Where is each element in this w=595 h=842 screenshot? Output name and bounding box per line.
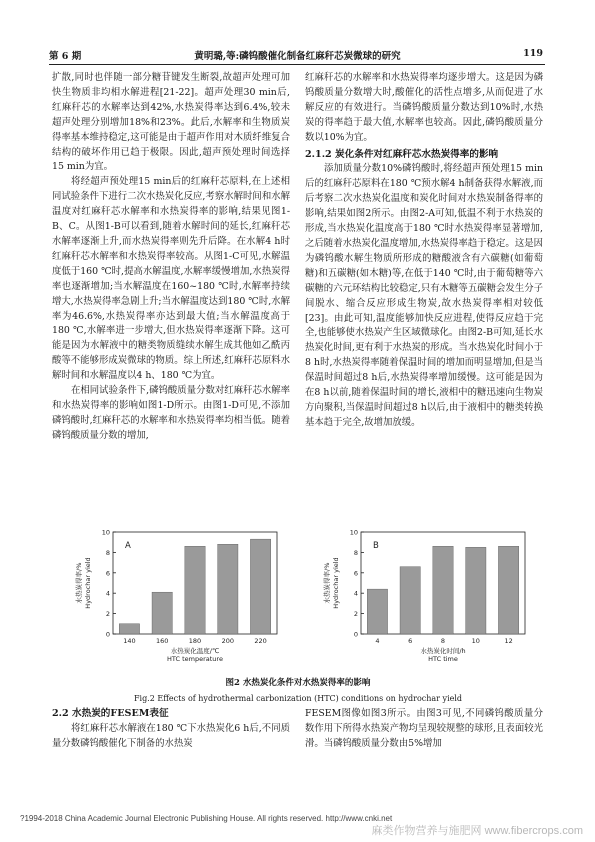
bar — [218, 544, 238, 634]
header-rule — [49, 64, 545, 65]
x-axis-label: 水热炭化时间/h — [420, 647, 466, 655]
paragraph: 将红麻秆芯水解液在180 ℃下水热炭化6 h后,不同质量分数磷钨酸催化下制备的水热炭 — [52, 722, 290, 749]
y-axis-label-en: Hydrochar yield — [84, 557, 92, 609]
issue-number: 第 6 期 — [49, 51, 82, 62]
x-tick-label: 220 — [254, 637, 267, 645]
y-tick-label: 4 — [105, 589, 110, 598]
figure-2b-chart — [303, 526, 533, 671]
site-watermark: 麻类作物营养与施肥网 www.fibercrops.com — [371, 825, 583, 837]
bar — [152, 592, 172, 634]
bottom-right — [305, 707, 543, 752]
y-axis-label: 水热炭得率/% — [75, 562, 83, 604]
y-axis-label: 水热炭得率/% — [323, 562, 331, 604]
bar — [119, 624, 139, 634]
x-tick-label: 8 — [440, 637, 446, 645]
y-tick-label: 2 — [353, 610, 358, 619]
bar — [433, 546, 453, 634]
x-axis-label-en: HTC temperature — [167, 655, 223, 663]
panel-label: B — [373, 541, 379, 551]
panel-label: A — [125, 541, 131, 551]
y-axis-label-en: Hydrochar yield — [332, 557, 340, 609]
x-tick-label: 12 — [504, 637, 513, 645]
x-tick-label: 200 — [221, 637, 235, 645]
paragraph: 扩散,同时也伴随一部分糖苷键发生断裂,故超声处理可加快生物质非均相水解进程[21-22]。超声处理30 min后,红麻秆芯的水解率达到42%,水热炭得率达到6.4%,较未超声处理分别增加18%和23%。此后,水解率和生物质炭得率基本维持稳定,这可能是由于超声作用对木质纤维复合结构的破坏作用已趋于极限。因此,超声预处理时间选择15 min为宜。 — [52, 72, 290, 173]
bar — [498, 546, 518, 634]
figure-caption-cn: 图2 水热炭化条件对水热炭得率的影响 — [225, 678, 371, 688]
x-tick-label: 4 — [375, 637, 380, 645]
x-tick-label: 10 — [471, 637, 480, 645]
x-tick-label: 160 — [155, 637, 169, 645]
x-axis-label-en: HTC time — [428, 655, 458, 663]
y-tick-label: 2 — [105, 610, 110, 619]
right-column — [305, 71, 543, 431]
left-column — [52, 71, 290, 444]
paragraph: 红麻秆芯的水解率和水热炭得率均逐步增大。这是因为磷钨酸质量分数增大时,酸催化的活性点增多,从而促进了水解反应的有效进行。当磷钨酸质量分数达到10%时,水热炭的得率趋于最大值,水解率也较高。因此,磷钨酸质量分数以10%为宜。 — [305, 72, 543, 143]
x-axis-label: 水热炭化温度/℃ — [170, 647, 220, 655]
y-tick-label: 8 — [353, 548, 358, 557]
bar — [400, 567, 420, 634]
copyright-footer: ?1994-2018 China Academic Journal Electronic Publishing House. All rights reserved. http://www.cnki.net — [20, 814, 393, 823]
paragraph: 在相同试验条件下,磷钨酸质量分数对红麻秆芯水解率和水热炭得率的影响如图1-D所示。由图1-D可见,不添加磷钨酸时,红麻秆芯的水解率和水热炭得率均相当低。随着磷钨酸质量分数的增加, — [52, 385, 290, 441]
figure-2a-chart — [55, 526, 285, 671]
x-tick-label: 180 — [188, 637, 202, 645]
x-tick-label: 6 — [408, 637, 413, 645]
bar — [185, 546, 205, 634]
section-title: 2.1.2 炭化条件对红麻秆芯水热炭得率的影响 — [305, 148, 499, 160]
bar — [466, 547, 486, 634]
section-title: 2.2 水热炭的FESEM表征 — [52, 708, 169, 719]
y-tick-label: 6 — [105, 569, 110, 578]
y-tick-label: 10 — [349, 528, 358, 537]
paragraph: FESEM图像如图3所示。由图3可见,不同磷钨酸质量分数作用下所得水热炭产物均呈现较规整的球形,且表面较光滑。当磷钨酸质量分数由5%增加 — [305, 708, 543, 749]
y-tick-label: 6 — [353, 569, 358, 578]
y-tick-label: 0 — [353, 630, 358, 639]
bar — [367, 589, 387, 634]
x-tick-label: 140 — [123, 637, 136, 645]
bottom-left — [52, 707, 290, 752]
figure-caption-en: Fig.2 Effects of hydrothermal carbonization (HTC) conditions on hydrochar yield — [133, 694, 463, 703]
paragraph: 将经超声预处理15 min后的红麻秆芯原料,在上述相同试验条件下进行二次水热炭化反应,考察水解时间和水解温度对红麻秆芯水解率和水热炭得率的影响,结果见图1-B、C。从图1-B可以看到,随着水解时间的延长,红麻秆芯水解率逐渐上升,而水热炭得率则先升后降。在水解4 h时红麻秆芯水解率和水热炭得率较高。从图1-C可见,水解温度低于160 ℃时,提高水解温度,水解率缓慢增加,水热炭得率也逐渐增加;当水解温度在160~180 ℃时,水解率持续增大,水热炭得率急剧上升;当水解温度达到180 ℃时,水解率为46.6%,水热炭得率亦达到最大值;当水解温度高于180 ℃,水解率进一步增大,但水热炭得率逐渐下降。这可能是因为水解液中的糖类物质缝续水解生成其他如乙酰丙酸等不能够形成炭微球的物质。综上所述,红麻秆芯原料水解时间和水解温度以4 h、180 ℃为宜。 — [52, 176, 290, 382]
bar — [250, 539, 270, 634]
y-tick-label: 4 — [353, 589, 358, 598]
page-number: 119 — [523, 48, 543, 59]
y-tick-label: 0 — [105, 630, 110, 639]
y-tick-label: 10 — [101, 528, 110, 537]
y-tick-label: 8 — [105, 548, 110, 557]
paragraph: 添加质量分数10%磷钨酸时,将经超声预处理15 min后的红麻秆芯原料在180 ℃预水解4 h制备获得水解液,而后考察二次水热炭化温度和炭化时间对水热炭制备得率的影响,结果如图2所示。由图2-A可知,低温不利于水热炭的形成,当水热炭化温度高于180 ℃时水热炭得率显著增加,之后随着水热炭化温度增加,水热炭得率趋于稳定。这是因为磷钨酸水解生物质所形成的糖酸液含有六碳糖(如葡萄糖)和五碳糖(如木糖)等,在低于140 ℃时,由于葡萄糖等六碳糖的六元环结构比较稳定,只有木糖等五碳糖会发生分子间脱水、缩合反应形成生物炭,故水热炭得率相对较低[23]。由此可知,温度能够加快反应进程,使得反应趋于完全,也能够使水热炭产生区域微球化。由图2-B可知,延长水热炭化时间,更有利于水热炭的形成。当水热炭化时间小于8 h时,水热炭得率随着保温时间的增加而明显增加,但是当保温时间超过8 h后,水热炭得率增加缓慢。这可能是因为在8 h以前,随着保温时间的增长,液相中的糖迅速向生物炭方向聚积,当保温时间超过8 h以后,由于液相中的糖类转换基本趋于完全,故增加放缓。 — [305, 163, 543, 428]
running-title: 黄明璐,等:磷钨酸催化制备红麻秆芯炭微球的研究 — [194, 51, 401, 62]
